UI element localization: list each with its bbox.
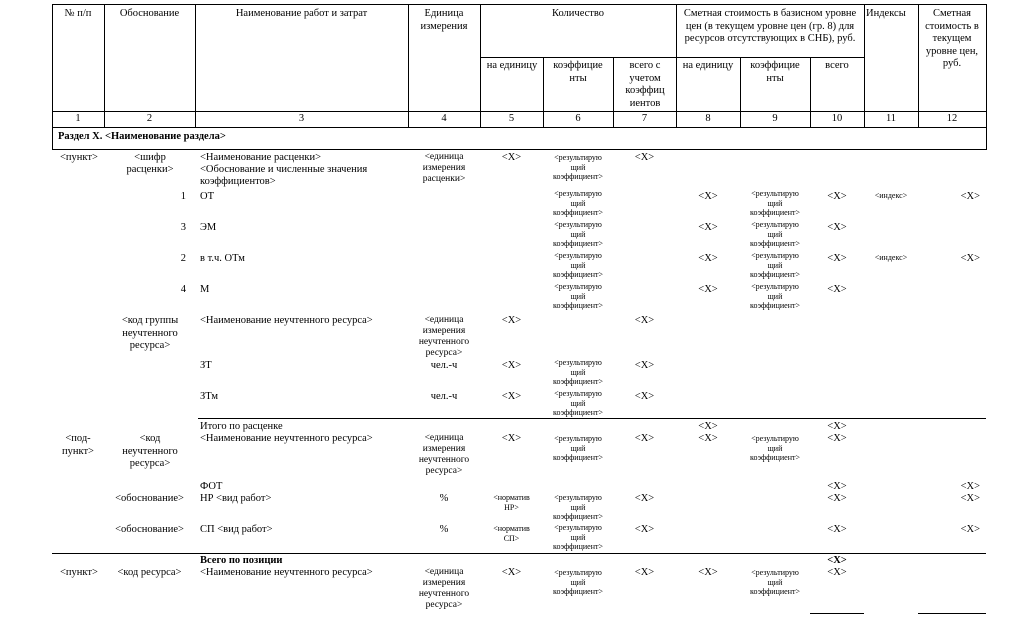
- percent-unit: %: [439, 493, 449, 504]
- header-qty-total: всего с учетом коэффиц иентов: [625, 60, 665, 109]
- percent-unit: %: [439, 524, 449, 535]
- x-value: <X>: [960, 253, 980, 264]
- header-qty-group: Количество: [551, 8, 605, 19]
- unit-cell: чел.-ч: [430, 360, 458, 371]
- result-coef: <результирую щий коэффициент>: [553, 153, 603, 181]
- x-value: <X>: [634, 524, 655, 535]
- resource-name: <Наименование неучтенного ресурса>: [200, 567, 373, 578]
- result-coef: <результирую щий коэффициент>: [750, 251, 800, 279]
- position-total-label: Всего по позиции: [200, 555, 283, 566]
- x-value: <X>: [634, 567, 655, 578]
- punkt-label: <пункт>: [60, 567, 98, 578]
- result-coef: <результирую щий коэффициент>: [750, 568, 800, 596]
- row-num: 3: [180, 222, 186, 233]
- x-value: <X>: [634, 433, 655, 444]
- col-number: 4: [441, 113, 447, 124]
- x-value: <X>: [501, 567, 522, 578]
- x-value: <X>: [960, 191, 980, 202]
- result-coef: <результирую щий коэффициент>: [553, 523, 603, 551]
- row-num: 2: [180, 253, 186, 264]
- x-value: <X>: [960, 493, 980, 504]
- col-number: 6: [575, 113, 581, 124]
- sp-label: СП <вид работ>: [200, 524, 273, 535]
- x-value: <X>: [827, 481, 847, 492]
- x-value: <X>: [634, 493, 655, 504]
- x-value: <X>: [698, 421, 718, 432]
- x-value: <X>: [827, 222, 847, 233]
- x-value: <X>: [634, 391, 655, 402]
- header-col-unit: Единица измерения: [420, 8, 468, 32]
- rasc-code: <шифр: [134, 152, 166, 163]
- rasc-basis: <Обоснование и численные значения: [200, 164, 368, 175]
- x-value: <X>: [827, 253, 847, 264]
- x-value: <X>: [698, 191, 718, 202]
- x-value: <X>: [501, 152, 522, 163]
- result-coef: <результирую щий коэффициент>: [553, 251, 603, 279]
- nr-label: НР <вид работ>: [200, 493, 272, 504]
- otm-label: в т.ч. ОТм: [200, 253, 245, 264]
- norm-nr: <норматив НР>: [493, 493, 530, 512]
- rasc-code: расценки>: [126, 164, 174, 175]
- row-num: 1: [180, 191, 186, 202]
- m-label: М: [200, 284, 210, 295]
- header-cost-unit: на единицу: [682, 60, 734, 71]
- zt-label: ЗТ: [200, 360, 212, 371]
- x-value: <X>: [827, 524, 847, 535]
- resource-code: <код ресурса>: [117, 567, 182, 578]
- total-underline: [810, 613, 864, 614]
- x-value: <X>: [698, 222, 718, 233]
- basis-label: <обоснование>: [115, 493, 184, 504]
- itogo-label: Итого по расценке: [200, 421, 283, 432]
- rasc-name: <Наименование расценки>: [200, 152, 322, 163]
- header-cost-group: Сметная стоимость в базисном уровне цен (в текущем уровне цен (гр. 8) для ресурсов отсутствующих в СНБ), руб.: [683, 8, 857, 44]
- result-coef: <результирую щий коэффициент>: [553, 282, 603, 310]
- col-number: 8: [705, 113, 711, 124]
- section-title: Раздел X. <Наименование раздела>: [58, 131, 226, 142]
- x-value: <X>: [960, 524, 980, 535]
- resource-group-code: <код группы неучтенного ресурса>: [121, 315, 179, 351]
- x-value: <X>: [698, 253, 718, 264]
- header-cost-coef: коэффицие нты: [750, 60, 800, 84]
- col-number: 12: [946, 113, 958, 124]
- x-value: <X>: [827, 191, 847, 202]
- header-qty-coef: коэффицие нты: [553, 60, 603, 84]
- header-col-basis: Обоснование: [119, 8, 180, 19]
- result-coef: <результирую щий коэффициент>: [750, 434, 800, 462]
- x-value: <X>: [827, 567, 847, 578]
- col-number: 10: [831, 113, 843, 124]
- col-number: 9: [772, 113, 778, 124]
- header-col-num: № п/п: [64, 8, 92, 19]
- result-coef: <результирую щий коэффициент>: [553, 189, 603, 217]
- header-col-name: Наименование работ и затрат: [235, 8, 368, 19]
- result-coef: <результирую щий коэффициент>: [553, 493, 603, 521]
- index-value: <индекс>: [874, 253, 908, 262]
- total-underline: [918, 613, 986, 614]
- resource-name: <Наименование неучтенного ресурса>: [200, 433, 373, 444]
- result-coef: <результирую щий коэффициент>: [553, 220, 603, 248]
- header-col-current: Сметная стоимость в текущем уровне цен, руб.: [925, 8, 979, 69]
- result-coef: <результирую щий коэффициент>: [553, 389, 603, 417]
- col-number: 3: [298, 113, 305, 124]
- index-value: <индекс>: [874, 191, 908, 200]
- norm-sp: <норматив СП>: [493, 524, 530, 543]
- resource-name: <Наименование неучтенного ресурса>: [200, 315, 373, 326]
- col-number: 5: [508, 113, 515, 124]
- ztm-label: ЗТм: [200, 391, 219, 402]
- unit-cell: чел.-ч: [430, 391, 458, 402]
- subpunkt-label: <под- пункт>: [62, 433, 94, 457]
- ot-label: ОТ: [200, 191, 214, 202]
- col-number: 7: [641, 113, 648, 124]
- col-number: 1: [75, 113, 81, 124]
- x-value: <X>: [698, 433, 718, 444]
- x-value: <X>: [827, 284, 847, 295]
- x-value: <X>: [501, 433, 522, 444]
- header-qty-unit: на единицу: [486, 60, 538, 71]
- unit-cell: <единица измерения неучтенного ресурса>: [418, 433, 470, 476]
- unit-cell: <единица измерения неучтенного ресурса>: [418, 567, 470, 610]
- divider: [198, 418, 986, 419]
- result-coef: <результирую щий коэффициент>: [750, 189, 800, 217]
- x-value: <X>: [698, 567, 718, 578]
- fot-label: ФОТ: [200, 481, 223, 492]
- x-value: <X>: [827, 555, 847, 566]
- rasc-basis: коэффициентов>: [200, 176, 276, 187]
- basis-label: <обоснование>: [115, 524, 184, 535]
- header-cost-total: всего: [825, 60, 849, 71]
- result-coef: <результирую щий коэффициент>: [750, 282, 800, 310]
- header-col-index: Индексы: [866, 8, 906, 19]
- x-value: <X>: [827, 433, 847, 444]
- x-value: <X>: [634, 152, 655, 163]
- result-coef: <результирую щий коэффициент>: [750, 220, 800, 248]
- col-number: 11: [885, 113, 897, 124]
- x-value: <X>: [827, 493, 847, 504]
- row-num: 4: [180, 284, 186, 295]
- x-value: <X>: [501, 360, 522, 371]
- col-number: 2: [146, 113, 153, 124]
- unit-cell: <единица измерения расценки>: [422, 152, 466, 184]
- unit-cell: <единица измерения неучтенного ресурса>: [418, 315, 470, 358]
- result-coef: <результирую щий коэффициент>: [553, 568, 603, 596]
- em-label: ЭМ: [200, 222, 217, 233]
- x-value: <X>: [634, 315, 655, 326]
- punkt-label: <пункт>: [60, 152, 98, 163]
- x-value: <X>: [634, 360, 655, 371]
- result-coef: <результирую щий коэффициент>: [553, 434, 603, 462]
- x-value: <X>: [960, 481, 980, 492]
- result-coef: <результирую щий коэффициент>: [553, 358, 603, 386]
- divider: [52, 553, 986, 554]
- x-value: <X>: [698, 284, 718, 295]
- x-value: <X>: [501, 315, 522, 326]
- x-value: <X>: [827, 421, 847, 432]
- resource-code: <код неучтенного ресурса>: [122, 433, 178, 469]
- x-value: <X>: [501, 391, 522, 402]
